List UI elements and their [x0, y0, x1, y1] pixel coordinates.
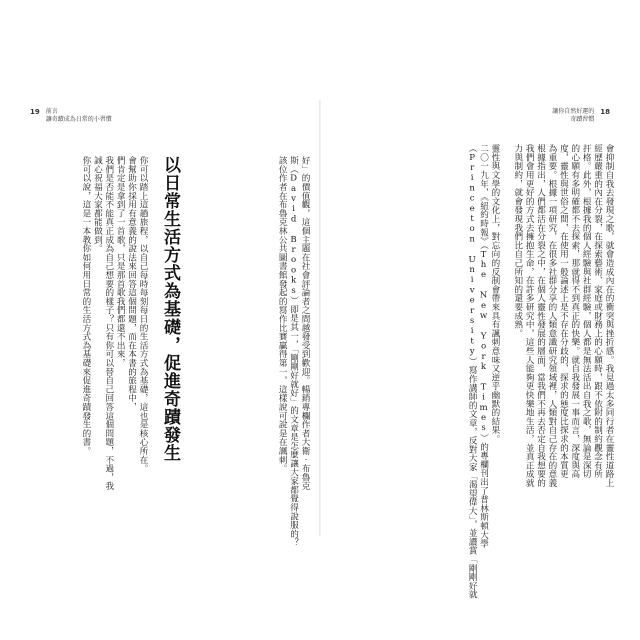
right-running-head — [552, 108, 610, 124]
left-running-head — [30, 108, 112, 124]
left-header-line2: 讓奇蹟成為日常的小習慣 — [45, 116, 112, 123]
left-header-line1: 前言 — [45, 108, 58, 115]
left-body-text-2: 好」的價值觀，這個主題在社會評論者之間越發受到歡迎。暢銷專欄作者大衛‧布魯克 斯（David Brooks）即是其一，「剛剛好就好」的文章是怎麼讓大家都覺得說服的？ 該位作者在布魯克林公共圖書館發起的寫作比賽贏得第一，這樣說可說是在諷刺。 — [277, 156, 310, 547]
right-header-text — [552, 108, 594, 124]
left-page-number: 19 — [30, 108, 40, 116]
left-page — [22, 100, 318, 547]
section-heading: 以日常生活方式為基礎，促進奇蹟發生 — [160, 156, 180, 462]
right-page-number: 18 — [600, 108, 610, 116]
right-body-text: 會抑制自我去發現之歌，就會造成內在的衝突與挫折感。我見過太多同行者在靈性道路上 經歷嚴重的內在分裂，在探索藝術、家庭或財務上的心願時，跟不依附的制約觀念有所 扞格。此外，根據我的個人經驗與社群經驗，個人都是無法活出自我之歌，無論是深切 的心願有多明確都不去探索，那就得不到真正的快樂。就自我發展一事而言，深度與高 度，靈性與世俗之間，在使用一般論述上是不存在分歧的，探求的態度比探求的本質更 為重要。根據一項研究，在很多社群分享的人類意識研究領域裡，人類對自己存在的意義 根據指出，人們都活在分裂之中，在個人靈性發展的層面，當我們不再去否定自我想要的 我們會用更好的方式去擁抱生命，在許多研究中，這些人能夠更快樂地生活，並真正成就 力與制約，就會發現我們比自己所知的還要成熟。 靈性與文學的文化上，對忘向的反制會帶來具有諷刺意味又逆乎幽默的結果。 二〇一九年，《紐約時報》（The New York Times）的專欄刊出了普林斯頓大學 （Princeton University）寫作講師的文章，反對大家「渴望偉大」，並讚賞「剛剛好就 — [467, 144, 614, 599]
right-header-line2: 奇蹟習慣 — [570, 116, 595, 123]
left-body-text: 你可以踏上這趟旅程，以自己每時每刻每日的生活方式為基礎，這也是核心所在。 會幫助你採用有意義的說法來回答這個問題，而在本書的旅程中， 們肯定是拿到了一首歌，只是那首歌我們都還不出來， 我們是否能不能真正成為自己想要的樣子？只有你可以替自己回答這個問題，不過，我 誠心祝福大家都能做到。 你可以說，這是一本教你如何用日常的生活方式為基礎來促進奇蹟發生的書。 — [80, 156, 148, 491]
left-header-text — [46, 108, 112, 124]
book-gutter — [319, 100, 321, 536]
right-header-line1: 讓你自然好運的 — [552, 108, 595, 115]
book-spread — [22, 100, 618, 599]
right-page — [322, 100, 618, 599]
